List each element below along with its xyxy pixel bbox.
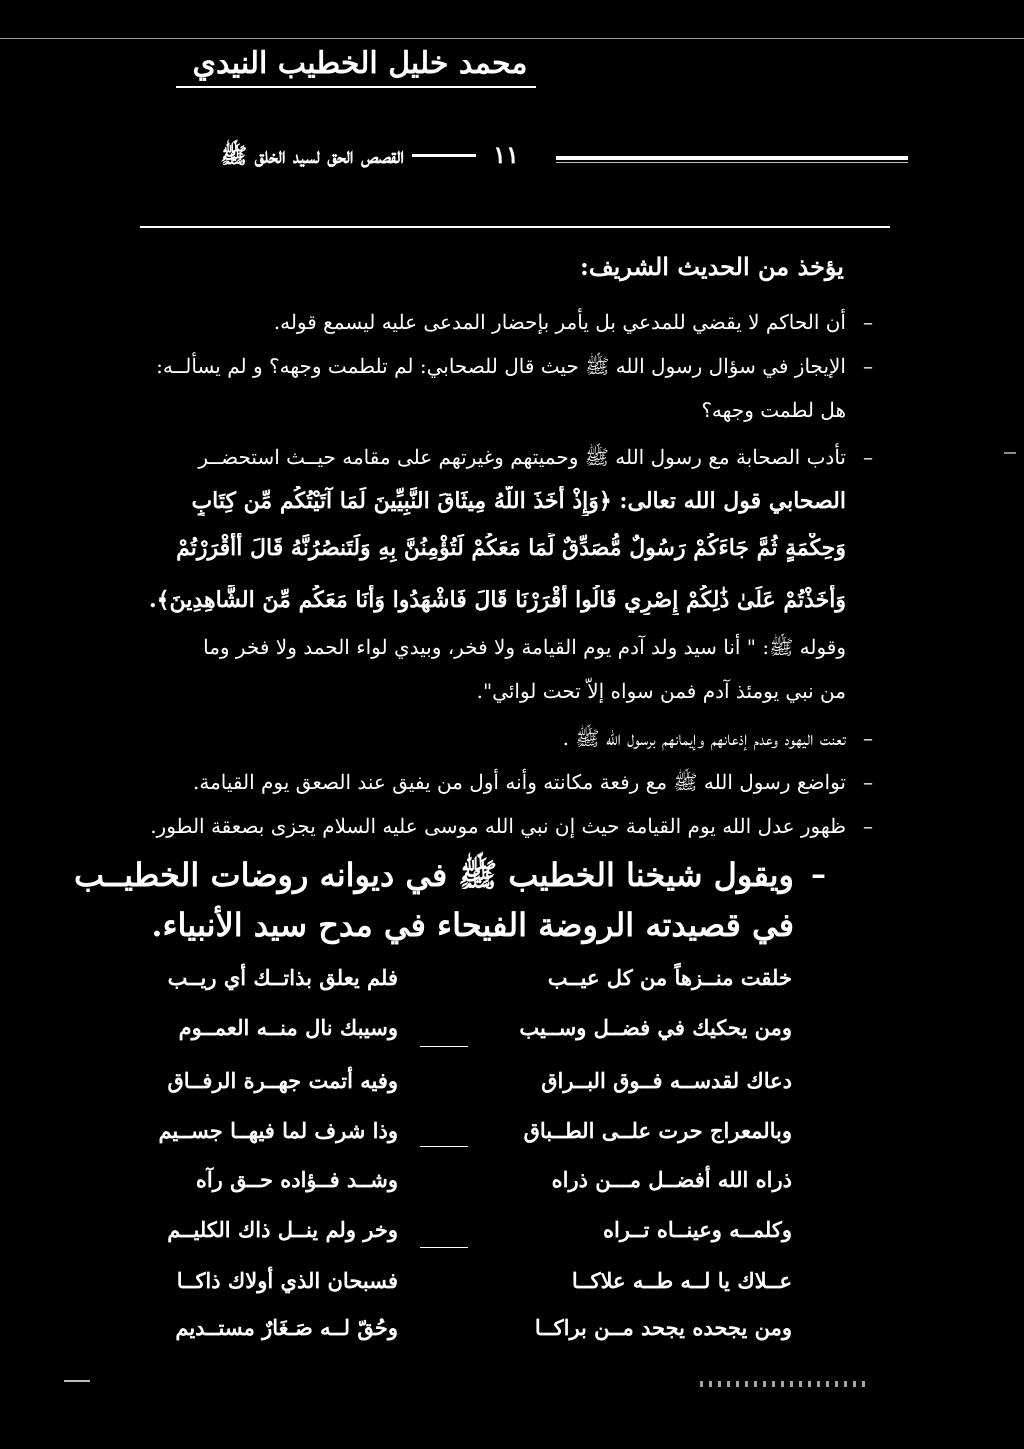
closing-line-2: في قصيدته الروضة الفيحاء في مدح سيد الأنبياء. — [151, 906, 794, 944]
stanza-divider — [420, 1046, 468, 1047]
verse-left-hemistich: وسيبك نال منــه العمــوم — [178, 1015, 398, 1040]
header-rule-long-thin — [556, 162, 908, 163]
top-rule — [0, 38, 1024, 39]
chapter-title: القصص الحق لسيد الخلق ﷺ — [220, 143, 404, 169]
stanza-divider — [420, 1247, 468, 1248]
verse-right-hemistich: وكلمــه وعينــاه تــراه — [602, 1217, 792, 1242]
bullet-mark: – — [863, 726, 873, 750]
verse-left-hemistich: وخر ولم ينــل ذاك الكليــم — [167, 1217, 398, 1242]
verse-right-hemistich: ومن يجحده يجحد مــن براكــا — [534, 1315, 792, 1340]
section-rule — [140, 226, 890, 228]
verse-right-hemistich: ومن يحكيك في فضــل وســيب — [519, 1015, 792, 1040]
hadith-line: من نبي يومئذ آدم فمن سواه إلاّ تحت لوائي". — [476, 679, 846, 703]
scan-noise — [700, 1381, 870, 1387]
header-rule-short — [412, 154, 476, 157]
verse-left-hemistich: وفيه أتمت جهــرة الرفــاق — [167, 1068, 398, 1093]
verse-right-hemistich: دعاك لقدســه فــوق البــراق — [541, 1068, 792, 1093]
verse-left-hemistich: فسبحان الذي أولاك ذاكــا — [176, 1268, 398, 1293]
verse-left-hemistich: وذا شرف لما فيهــا جســيم — [158, 1118, 398, 1143]
verse-right-hemistich: ذراه الله أفضــل مـــن ذراه — [551, 1167, 792, 1192]
body-line: تعنت اليهود وعدم إذعانهم وإيمانهم برسول الله ﷺ . — [562, 726, 846, 750]
body-line: الإيجاز في سؤال رسول الله ﷺ حيث قال للصحابي: لم تلطمت وجهه؟ و لم يسألــه: — [156, 354, 846, 378]
bullet-mark: – — [863, 310, 873, 334]
quran-verse-line: وَأَخَذْتُمْ عَلَىٰ ذَٰلِكُمْ إِصْرِي قَالُوا أَقْرَرْنَا قَالَ فَاشْهَدُوا وَأَنَا مَعَكُم مِّنَ الشَّاهِدِينَ﴾. — [149, 587, 846, 613]
closing-line-1: ويقول شيخنا الخطيب ﷺ في ديوانه روضات الخطيــب — [73, 856, 794, 894]
scan-mark — [64, 1380, 90, 1382]
scan-mark — [1004, 452, 1016, 454]
verse-left-hemistich: وشــد فــؤاده حــق رآه — [195, 1167, 398, 1192]
author-underline — [176, 86, 536, 88]
stanza-divider — [420, 1146, 468, 1147]
body-line: ظهور عدل الله يوم القيامة حيث إن نبي الله موسى عليه السلام يجزى بصعقة الطور. — [150, 814, 846, 838]
verse-left-hemistich: فلم يعلق بذاتــك أي ريــب — [167, 965, 398, 990]
closing-dash: – — [811, 857, 826, 892]
verse-left-hemistich: وحُقّ لــه صَـغَارٌ مستــديم — [175, 1315, 398, 1340]
bullet-mark: – — [863, 814, 873, 838]
body-line: تواضع رسول الله ﷺ مع رفعة مكانته وأنه أول من يفيق عند الصعق يوم القيامة. — [193, 770, 846, 794]
verse-right-hemistich: عــلاك يا لــه طــه علاكــا — [571, 1268, 792, 1293]
hadith-line: وقوله ﷺ: " أنا سيد ولد آدم يوم القيامة ولا فخر، وبيدي لواء الحمد ولا فخر وما — [203, 635, 846, 659]
page-number: ١١ — [493, 140, 519, 169]
verse-right-hemistich: خلقت منــزهاً من كل عيــب — [547, 965, 792, 990]
author-name: محمد خليل الخطيب النيدي — [192, 46, 528, 81]
header-rule-long — [556, 156, 908, 160]
verse-right-hemistich: وبالمعراج حرت علــى الطــباق — [523, 1118, 792, 1143]
bullet-mark: – — [863, 354, 873, 378]
body-line: هل لطمت وجهه؟ — [701, 398, 846, 422]
quran-verse-line: وَحِكْمَةٍ ثُمَّ جَاءَكُمْ رَسُولٌ مُّصَدِّقٌ لِّمَا مَعَكُمْ لَتُؤْمِنُنَّ بِهِ وَلَتَنصُرُنَّهُ قَالَ أَأَقْرَرْتُمْ — [176, 535, 846, 561]
section-heading: يؤخذ من الحديث الشريف: — [579, 252, 844, 281]
bullet-mark: – — [863, 445, 873, 469]
bullet-mark: – — [863, 770, 873, 794]
body-line: أن الحاكم لا يقضي للمدعي بل يأمر بإحضار المدعى عليه ليسمع قوله. — [273, 310, 846, 334]
body-line: تأدب الصحابة مع رسول الله ﷺ وحميتهم وغيرتهم على مقامه حيــث استحضــر — [198, 445, 846, 469]
quran-verse-line: الصحابي قول الله تعالى: ﴿وَإِذْ أَخَذَ اللَّهُ مِيثَاقَ النَّبِيِّينَ لَمَا آتَيْتُكُم مِّن كِتَابٍ — [191, 488, 846, 514]
